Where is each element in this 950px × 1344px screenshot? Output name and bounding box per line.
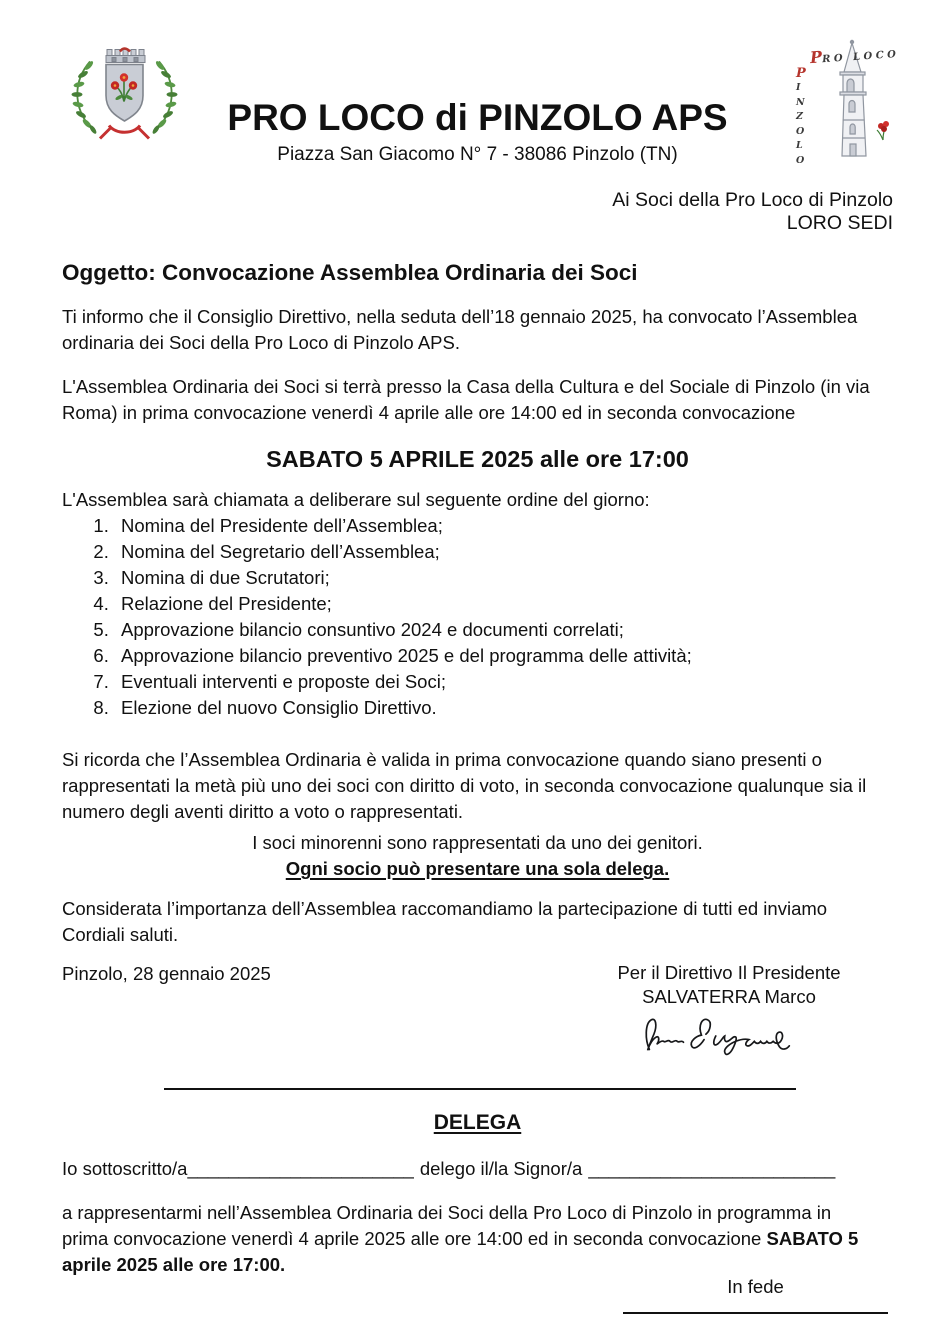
line: Cordiali saluti. bbox=[62, 924, 179, 945]
in-fede-label: In fede bbox=[727, 1276, 784, 1297]
section-separator-line bbox=[164, 1088, 796, 1090]
line: rappresentati la metà più uno dei soci con diritto di voto, in seconda convocazione qualunque sia il bbox=[62, 775, 867, 796]
handwritten-signature bbox=[62, 1008, 893, 1062]
line: Ti informo che il Consiglio Direttivo, nella seduta dell’18 gennaio 2025, ha convocato l’Assemblea bbox=[62, 306, 858, 327]
recipient-line: Ai Soci della Pro Loco di Pinzolo bbox=[612, 189, 893, 211]
delego-label: delego il/la Signor/a bbox=[419, 1158, 583, 1179]
name-blank-2: ________________________ bbox=[588, 1158, 836, 1179]
line: L'Assemblea Ordinaria dei Soci si terrà presso la Casa della Cultura e del Sociale di Pinzolo (in via bbox=[62, 376, 870, 397]
name-blank-1: ______________________ bbox=[187, 1158, 414, 1179]
line: numero degli aventi diritto a voto o rappresentati. bbox=[62, 801, 464, 822]
signature-blank-line bbox=[623, 1312, 888, 1314]
subject-line: Oggetto: Convocazione Assemblea Ordinaria dei Soci bbox=[62, 260, 638, 285]
logo-initial-p: P bbox=[809, 47, 823, 68]
agenda-item: 3. Nomina di due Scrutatori; bbox=[114, 565, 893, 591]
assembly-date-highlight: SABATO 5 APRILE 2025 alle ore 17:00 bbox=[266, 446, 689, 472]
delega-form-line bbox=[62, 1156, 893, 1182]
paragraph-convocation bbox=[62, 304, 893, 356]
line: ordinaria dei Soci della Pro Loco di Pinzolo APS. bbox=[62, 332, 460, 353]
delega-title: DELEGA bbox=[433, 1111, 522, 1134]
signature-row bbox=[62, 961, 893, 1008]
agenda-item: 1. Nomina del Presidente dell’Assemblea; bbox=[114, 513, 893, 539]
io-sottoscritto-label: Io sottoscritto/a bbox=[62, 1158, 188, 1179]
agenda-list bbox=[62, 513, 893, 721]
logo-wordmark-pinzolo-vertical: P INZOLO bbox=[796, 66, 806, 166]
delega-body bbox=[62, 1200, 893, 1278]
line: Si ricorda che l’Assemblea Ordinaria è valida in prima convocazione quando siano presenti o bbox=[62, 749, 822, 770]
organization-title: PRO LOCO di PINZOLO APS bbox=[227, 97, 728, 138]
signer-role: Per il Direttivo Il Presidente bbox=[617, 962, 841, 983]
line: Roma) in prima convocazione venerdì 4 aprile alle ore 14:00 ed in seconda convocazione bbox=[62, 402, 796, 423]
in-fede-block bbox=[623, 1274, 888, 1314]
line: Considerata l’importanza dell’Assemblea raccomandiamo la partecipazione di tutti ed inviamo bbox=[62, 898, 828, 919]
pinzolo-coat-of-arms-icon bbox=[62, 38, 187, 146]
agenda-intro: L'Assemblea sarà chiamata a deliberare sul seguente ordine del giorno: bbox=[62, 489, 650, 510]
recipient-line: LORO SEDI bbox=[786, 212, 893, 234]
agenda-item: 2. Nomina del Segretario dell’Assemblea; bbox=[114, 539, 893, 565]
closing-paragraph bbox=[62, 896, 893, 948]
recipient-block bbox=[62, 189, 893, 235]
letterhead bbox=[62, 0, 900, 175]
signer-name: SALVATERRA Marco bbox=[642, 985, 816, 1007]
paragraph-validity bbox=[62, 747, 893, 825]
paragraph-location bbox=[62, 374, 893, 426]
pro-loco-pinzolo-logo bbox=[792, 36, 907, 164]
signer-block bbox=[579, 961, 879, 1008]
signature-scribble-icon bbox=[631, 1010, 831, 1062]
logo-wordmark-pro-loco: PRO LOCO bbox=[809, 47, 900, 68]
agenda-item: 6. Approvazione bilancio preventivo 2025 e del programma delle attività; bbox=[114, 643, 893, 669]
agenda-item: 5. Approvazione bilancio consuntivo 2024 e documenti correlati; bbox=[114, 617, 893, 643]
minors-note: I soci minorenni sono rappresentati da uno dei genitori. bbox=[252, 832, 703, 853]
line: a rappresentarmi nell’Assemblea Ordinaria dei Soci della Pro Loco di Pinzolo in programma in bbox=[62, 1202, 832, 1223]
agenda-item: 4. Relazione del Presidente; bbox=[114, 591, 893, 617]
single-proxy-rule: Ogni socio può presentare una sola delega. bbox=[285, 858, 670, 879]
place-and-date: Pinzolo, 28 gennaio 2025 bbox=[62, 963, 271, 984]
organization-address: Piazza San Giacomo N° 7 - 38086 Pinzolo (TN) bbox=[277, 144, 678, 165]
agenda-item: 7. Eventuali interventi e proposte dei Soci; bbox=[114, 669, 893, 695]
line: aprile 2025 alle ore 17:00. bbox=[62, 1254, 286, 1275]
line: prima convocazione venerdì 4 aprile 2025 alle ore 14:00 ed in seconda convocazione SABATO 5 bbox=[62, 1228, 859, 1249]
agenda-item: 8. Elezione del nuovo Consiglio Direttivo. bbox=[114, 695, 893, 721]
